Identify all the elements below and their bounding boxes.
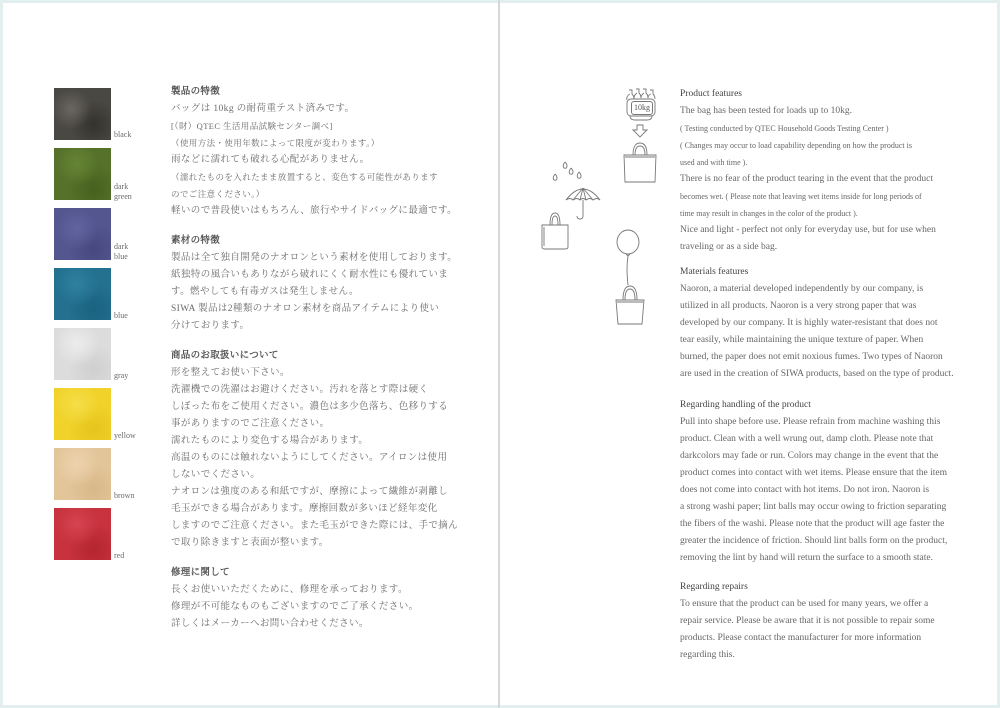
en-line: does not come into contact with hot items. Do not iron. Naoron is: [680, 485, 930, 495]
swatch-label-blue: blue: [114, 311, 128, 320]
en-heading-repairs: Regarding repairs: [680, 582, 748, 592]
en-heading-handling: Regarding handling of the product: [680, 400, 811, 410]
jp-heading-repairs: 修理に関して: [171, 568, 230, 578]
en-line: product. Clean with a well wrung out, damp cloth. Please note that: [680, 434, 934, 444]
raindrops-icon: [551, 160, 585, 184]
en-line: the fibers of the washi. Please note that the product will age faster the: [680, 519, 945, 529]
jp-line: 濡れたものにより変色する場合があります。: [171, 436, 369, 446]
en-line: used and with time ).: [680, 158, 748, 167]
jp-line: 軽いので普段使いはもちろん、旅行やサイドバッグに最適です。: [171, 206, 458, 216]
jp-line: [（財）QTEC 生活用品試験センター調べ]: [171, 121, 333, 131]
en-line: Nice and light - perfect not only for everyday use, but for use when: [680, 225, 936, 235]
swatch-dark-green: [54, 148, 111, 200]
jp-line: バッグは 10kg の耐荷重テスト済みです。: [171, 104, 355, 114]
en-line: There is no fear of the product tearing in the event that the product: [680, 174, 933, 184]
jp-heading-features: 製品の特徴: [171, 87, 221, 97]
swatch-label-dark-green: [114, 182, 154, 202]
en-line: utilized in all products. Naoron is a very strong paper that was: [680, 301, 917, 311]
en-section-handling: [680, 397, 958, 567]
jp-line: 紙独特の風合いもありながら破れにくく耐水性にも優れていま: [171, 270, 449, 280]
jp-line: しますのでご注意ください。また毛玉ができた際には、手で摘ん: [171, 521, 459, 531]
swatch-dark-blue: [54, 208, 111, 260]
tote-bag-icon-balloon: [614, 284, 646, 326]
en-line: removing the lint by hand will return the surface to a smooth state.: [680, 553, 934, 563]
jp-line: 修理が不可能なものもございますのでご了承ください。: [171, 602, 419, 612]
en-line: greater the incidence of friction. Should lint balls form on the product,: [680, 536, 948, 546]
en-line: tear easily, while maintaining the unique texture of paper. When: [680, 335, 924, 345]
jp-heading-handling: 商品のお取扱いについて: [171, 351, 279, 361]
jp-section-materials: [171, 233, 461, 335]
jp-line: 事がありますのでご注意ください。: [171, 419, 330, 429]
en-line: repair service. Please be aware that it is not possible to repair some: [680, 616, 935, 626]
en-heading-features: Product features: [680, 89, 742, 99]
jp-line: SIWA 製品は2種類のナオロン素材を商品アイテムにより使い: [171, 304, 440, 314]
swatch-label-brown: brown: [114, 491, 135, 500]
en-line: To ensure that the product can be used for many years, we offer a: [680, 599, 929, 609]
swatch-yellow: [54, 388, 111, 440]
jp-line: 分けております。: [171, 321, 250, 331]
jp-line: のでご注意ください。）: [171, 189, 265, 199]
tote-bag-icon: [622, 141, 658, 183]
page-left-edge: [0, 0, 3, 708]
swatch-black: [54, 88, 111, 140]
en-section-features: [680, 86, 958, 256]
en-line: developed by our company. It is highly water-resistant that does not: [680, 318, 938, 328]
en-section-repairs: [680, 579, 958, 664]
en-line: The bag has been tested for loads up to 10kg.: [680, 106, 853, 116]
en-line: burned, the paper does not emit noxious fumes. Two types of Naoron: [680, 352, 943, 362]
swatch-label-black: black: [114, 130, 132, 139]
jp-section-features: [171, 84, 461, 220]
en-line: are used in the creation of SIWA products, based on the type of product.: [680, 369, 954, 379]
swatch-brown: [54, 448, 111, 500]
en-line: ( Changes may occur to load capability depending on how the product is: [680, 141, 912, 150]
jp-line: ナオロンは強度のある和紙ですが、摩擦によって繊維が剥離し: [171, 487, 449, 497]
en-line: products. Please contact the manufacturer for more information: [680, 633, 922, 643]
en-line: traveling or as a side bag.: [680, 242, 778, 252]
jp-section-handling: [171, 348, 461, 552]
jp-line: 長くお使いいただくために、修理を承っております。: [171, 585, 408, 595]
en-heading-materials: Materials features: [680, 267, 749, 277]
page-top-edge: [0, 0, 1000, 3]
jp-line: 雨などに濡れても破れる心配がありません。: [171, 155, 370, 165]
swatch-label-dark-blue: [114, 242, 154, 262]
jp-line: で取り除きますと表面が整います。: [171, 538, 329, 548]
jp-line: す。燃やしても有毒ガスは発生しません。: [171, 287, 359, 297]
en-line: darkcolors may fade or run. Colors may change in the event that the: [680, 451, 939, 461]
jp-line: 製品は全て独自開発のナオロンという素材を使用しております。: [171, 253, 458, 263]
jp-line: しないでください。: [171, 470, 261, 480]
jp-line: しぼった布をご使用ください。濃色は多少色落ち、色移りする: [171, 402, 449, 412]
en-line: regarding this.: [680, 650, 735, 660]
en-line: Pull into shape before use. Please refrain from machine washing this: [680, 417, 941, 427]
en-section-materials: [680, 264, 958, 383]
en-line: Naoron, a material developed independently by our company, is: [680, 284, 924, 294]
jp-line: （使用方法・使用年数によって限度が変わります。）: [171, 138, 380, 148]
swatch-label-line: green: [114, 192, 132, 201]
balloon-icon: [614, 229, 642, 285]
jp-line: 毛玉ができる場合があります。摩擦回数が多いほど経年変化: [171, 504, 438, 514]
jp-heading-materials: 素材の特徴: [171, 236, 221, 246]
swatch-label-line: dark: [114, 182, 129, 191]
swatch-red: [54, 508, 111, 560]
weight-bottles-icon: [624, 86, 658, 122]
jp-section-repairs: [171, 565, 461, 633]
jp-line: 詳しくはメーカーへお問い合わせください。: [171, 619, 369, 629]
en-line: product comes into contact with wet items. Please ensure that the item: [680, 468, 947, 478]
jp-line: 形を整えてお使い下さい。: [171, 368, 290, 378]
swatch-gray: [54, 328, 111, 380]
book-gutter: [498, 0, 500, 708]
en-line: time may result in changes in the color of the product ).: [680, 209, 858, 218]
weight-label: 10kg: [631, 101, 653, 115]
swatch-label-gray: gray: [114, 371, 129, 380]
down-arrow-icon: [632, 124, 648, 138]
swatch-blue: [54, 268, 111, 320]
tote-bag-icon-small: [540, 211, 570, 251]
swatch-label-line: dark: [114, 242, 129, 251]
swatch-label-red: red: [114, 551, 125, 560]
en-line: ( Testing conducted by QTEC Household Goods Testing Center ): [680, 124, 889, 133]
swatch-label-line: blue: [114, 252, 128, 261]
jp-line: （濡れたものを入れたまま放置すると、変色する可能性があります: [171, 172, 439, 182]
en-line: a strong washi paper; lint balls may occur owing to friction separating: [680, 502, 947, 512]
jp-line: 高温のものには触れないようにしてください。アイロンは使用: [171, 453, 448, 463]
en-line: becomes wet. ( Please note that leaving wet items inside for long periods of: [680, 192, 922, 201]
swatch-label-yellow: yellow: [114, 431, 136, 440]
jp-line: 洗濯機での洗濯はお避けください。汚れを落とす際は硬く: [171, 385, 429, 395]
